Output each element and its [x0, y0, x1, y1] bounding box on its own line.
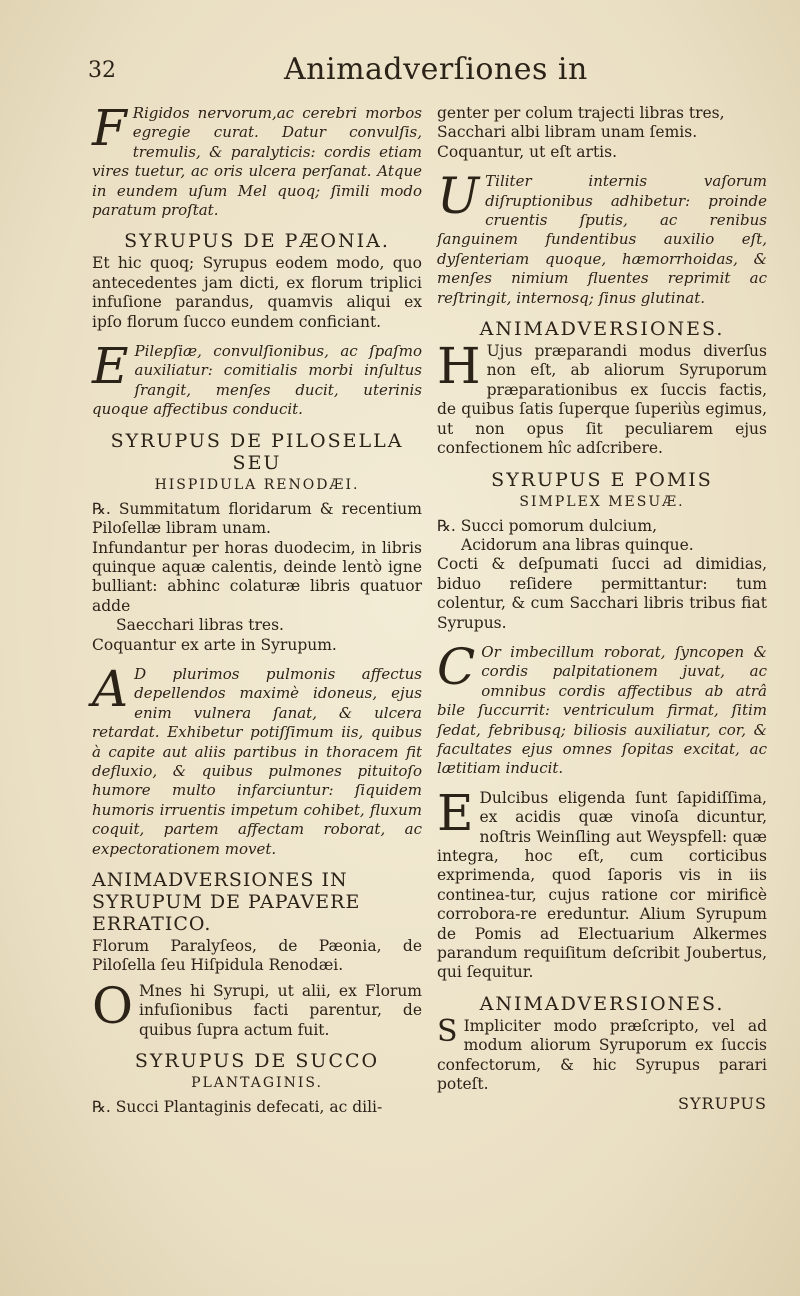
- heading-animadversiones-2: ANIMADVERSIONES.: [479, 992, 725, 1015]
- right-column: [437, 104, 767, 1114]
- drop-cap: C: [437, 637, 476, 696]
- paragraph-text: Rigidos nervorum,ac cerebri morbos egregie curat. Datur convulſis, tremulis, & paralyticis: cordis etiam vires tuetur, ac oris ulcera perſanat. Atque in eundem uſum Mel quoq; ſimili modo paratum proſtat.: [92, 104, 422, 220]
- page-number: 32: [88, 58, 116, 83]
- recipe-line: Sacchari albi libram unam ſemis.: [437, 123, 698, 142]
- heading-animadversiones: ANIMADVERSIONES.: [479, 318, 725, 341]
- subheading-mesuae: SIMPLEX MESUÆ.: [519, 493, 685, 510]
- paragraph-text: Tiliter internis vaſorum diſruptionibus adhibetur: proinde cruentis ſputis, ac renibus ſanguinem fundentibus auxilio eſt, dyſenteriam quoque, hæmorrhoidas, & menſes nimium fluentes reprimit ac reſtringit, internosq; ſinus glutinat.: [437, 172, 767, 307]
- paragraph-hujus: [437, 337, 767, 458]
- paragraph-epilepsiae: [92, 337, 422, 420]
- recipe-line: ℞. Succi pomorum dulcium,: [437, 516, 658, 535]
- drop-cap: U: [437, 167, 480, 226]
- heading-syrupus-pilosella: SYRUPUS DE PILOSELLA SEU: [110, 429, 404, 474]
- paragraph-frigidos: [92, 99, 422, 220]
- recipe-line: Saecchari libras tres.: [116, 616, 284, 635]
- paragraph-text: D plurimos pulmonis affectus depellendos maximè idoneus, ejus enim vulnera ſanat, & ulcera retardat. Exhibetur potiſſimum iis, quibus à capite aut aliis partibus in thoracem fit defluxio, & quibus pulmones pituitoſo humore multo infarciuntur: ſiquidem humoris irruentis impetum cohibet, fluxum coquit, partem affectam roborat, ac expectorationem movet.: [92, 664, 422, 858]
- recipe-line: Coquantur ex arte in Syrupum.: [92, 635, 337, 654]
- heading-animadversiones-papavere: ANIMADVERSIONES IN SYRUPUM DE PAPAVERE ERRATICO.: [92, 869, 361, 935]
- recipe-line: Infundantur per horas duodecim, in libris quinque aquæ calentis, deinde lentò igne bulliant: abhinc colaturæ libris quatuor adde: [92, 538, 422, 615]
- paragraph-text: Pilepſiæ, convulſionibus, ac ſpaſmo auxiliatur: comitialis morbi inſultus ſrangit, menſes ducit, uterinis quoque affectibus conducit.: [92, 342, 422, 419]
- paragraph-ad-plurimos: [92, 659, 422, 859]
- heading-syrupus-pomis: SYRUPUS E POMIS: [491, 468, 713, 491]
- heading-syrupus-paeonia: SYRUPUS DE PÆONIA.: [124, 230, 390, 253]
- drop-cap: A: [92, 659, 129, 718]
- paragraph-e-dulcibus: [437, 783, 767, 983]
- left-column: [92, 99, 422, 1117]
- catchword: SYRUPUS: [678, 1094, 767, 1114]
- drop-cap: E: [437, 783, 474, 842]
- paragraph-text: Mnes hi Syrupi, ut alii, ex Florum infuſionibus facti parentur, de quibus ſupra actum fuit.: [139, 981, 422, 1039]
- recipe-line: Acidorum ana libras quinque.: [461, 535, 694, 554]
- page-header: [88, 52, 628, 92]
- heading-syrupus-succo: SYRUPUS DE SUCCO: [134, 1050, 380, 1073]
- paragraph-simpliciter: [437, 1013, 767, 1095]
- subheading-hispidula: HISPIDULA RENODÆI.: [154, 476, 360, 493]
- drop-cap: S: [437, 1013, 458, 1049]
- subheading-plantaginis: PLANTAGINIS.: [191, 1075, 323, 1092]
- paragraph-florum: Florum Paralyſeos, de Pæonia, de Piloſella ſeu Hiſpidula Renodæi.: [92, 937, 422, 975]
- paragraph-omnes: [92, 976, 422, 1040]
- recipe-line: Cocti & deſpumati ſucci ad dimidias, biduo reſidere permittantur: tum colentur, & cum Sacchari libris tribus fiat Syrupus.: [437, 555, 767, 632]
- paragraph-text: Impliciter modo præſcripto, vel ad modum aliorum Syruporum ex ſuccis confectorum, & hic Syrupus parari poteſt.: [437, 1016, 767, 1094]
- drop-cap: H: [437, 337, 481, 396]
- recipe-line: Coquantur, ut eſt artis.: [437, 142, 618, 161]
- paragraph-text: Dulcibus eligenda ſunt ſapidiſſima, ex acidis quæ vinoſa dicuntur, noſtris Weinſling aut Weyspfell: quæ integra, hoc eſt, cum corticibus exprimenda, quod ſaporis vis in iis continea-tur, cujus ratione cor mirificè corrobora-re ereduntur. Alium Syrupum de Pomis ad Electuarium Alkermes parandum requiſitum deſcribit Joubertus, qui ſequitur.: [437, 788, 767, 982]
- running-title: Animadverſiones in: [284, 52, 588, 87]
- paragraph-cor: [437, 637, 767, 779]
- paragraph-text: Or imbecillum roborat, ſyncopen & cordis palpitationem juvat, ac omnibus cordis affectibus ab atrâ bile ſuccurrit: ventriculum firmat, ſitim ſedat, febribusq; biliosis auxiliatur, cor, & facultates ejus omnes ſopitas excitat, ac lætitiam inducit.: [437, 642, 767, 778]
- drop-cap: F: [92, 99, 127, 157]
- drop-cap: O: [92, 976, 133, 1035]
- paragraph-text: Ujus præparandi modus diverſus non eſt, ab aliorum Syruporum præparationibus ex ſuccis factis, de quibus ſatis ſuperque ſuperiùs egimus, ut non opus ſit peculiarem ejus confectionem hîc adſcribere.: [437, 342, 767, 458]
- paragraph-et-hic: Et hic quoq; Syrupus eodem modo, quo antecedentes jam dicti, ex florum triplici infuſione parandus, quamvis aliqui ex ipſo florum ſucco eundem conficiant.: [92, 254, 422, 331]
- drop-cap: E: [92, 337, 129, 396]
- recipe-line: genter per colum trajecti libras tres,: [437, 104, 725, 122]
- paragraph-utiliter: [437, 167, 767, 308]
- recipe-line: ℞. Summitatum floridarum & recentium Piloſellæ libram unam.: [92, 499, 422, 538]
- recipe-line: ℞. Succi Plantaginis defecati, ac dili-: [92, 1098, 383, 1117]
